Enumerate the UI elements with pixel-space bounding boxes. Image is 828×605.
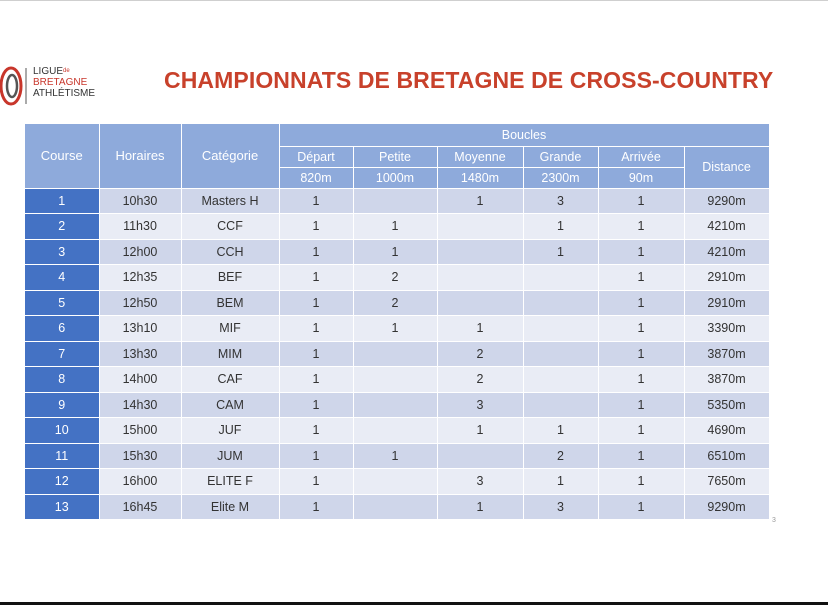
horaire-cell: 12h00 [99, 239, 181, 265]
length-depart: 820m [279, 167, 353, 188]
horaire-cell: 12h50 [99, 290, 181, 316]
table-row [25, 214, 769, 240]
course-number: 2 [25, 214, 99, 240]
depart-cell: 1 [279, 418, 353, 444]
depart-cell: 1 [279, 290, 353, 316]
schedule-table [25, 124, 770, 520]
grande-cell: 1 [523, 239, 598, 265]
categorie-cell: CCF [181, 214, 279, 240]
categorie-cell: BEM [181, 290, 279, 316]
moyenne-cell [437, 443, 523, 469]
course-number: 3 [25, 239, 99, 265]
grande-cell [523, 341, 598, 367]
league-logo [0, 63, 110, 109]
distance-cell: 3870m [684, 341, 769, 367]
moyenne-cell: 1 [437, 494, 523, 520]
moyenne-cell: 3 [437, 469, 523, 495]
length-moyenne: 1480m [437, 167, 523, 188]
distance-cell: 2910m [684, 290, 769, 316]
table-row [25, 392, 769, 418]
moyenne-cell [437, 214, 523, 240]
moyenne-cell [437, 239, 523, 265]
moyenne-cell [437, 290, 523, 316]
table-row [25, 188, 769, 214]
header-arrivee: Arrivée [598, 146, 684, 167]
depart-cell: 1 [279, 214, 353, 240]
grande-cell [523, 290, 598, 316]
header-course: Course [25, 124, 99, 188]
table-row [25, 469, 769, 495]
table-row [25, 316, 769, 342]
page-title: CHAMPIONNATS DE BRETAGNE DE CROSS-COUNTRY [164, 67, 774, 93]
petite-cell: 1 [353, 316, 437, 342]
logo-line1-small: de [63, 68, 70, 74]
distance-cell: 4210m [684, 239, 769, 265]
petite-cell: 1 [353, 214, 437, 240]
grande-cell [523, 392, 598, 418]
distance-cell: 3870m [684, 367, 769, 393]
grande-cell: 3 [523, 494, 598, 520]
distance-cell: 9290m [684, 494, 769, 520]
arrivee-cell: 1 [598, 290, 684, 316]
distance-cell: 9290m [684, 188, 769, 214]
categorie-cell: MIM [181, 341, 279, 367]
arrivee-cell: 1 [598, 392, 684, 418]
categorie-cell: CAM [181, 392, 279, 418]
petite-cell [353, 188, 437, 214]
course-number: 1 [25, 188, 99, 214]
length-petite: 1000m [353, 167, 437, 188]
horaire-cell: 11h30 [99, 214, 181, 240]
course-number: 4 [25, 265, 99, 291]
horaire-cell: 15h30 [99, 443, 181, 469]
petite-cell: 1 [353, 443, 437, 469]
arrivee-cell: 1 [598, 367, 684, 393]
horaire-cell: 10h30 [99, 188, 181, 214]
header-categorie: Catégorie [181, 124, 279, 188]
horaire-cell: 12h35 [99, 265, 181, 291]
grande-cell: 2 [523, 443, 598, 469]
distance-cell: 6510m [684, 443, 769, 469]
course-number: 8 [25, 367, 99, 393]
categorie-cell: Masters H [181, 188, 279, 214]
arrivee-cell: 1 [598, 188, 684, 214]
depart-cell: 1 [279, 239, 353, 265]
table-row [25, 265, 769, 291]
table-row [25, 367, 769, 393]
distance-cell: 7650m [684, 469, 769, 495]
top-divider [0, 0, 828, 1]
petite-cell [353, 367, 437, 393]
petite-cell: 2 [353, 290, 437, 316]
categorie-cell: BEF [181, 265, 279, 291]
depart-cell: 1 [279, 341, 353, 367]
grande-cell: 1 [523, 469, 598, 495]
categorie-cell: CCH [181, 239, 279, 265]
grande-cell [523, 367, 598, 393]
course-number: 7 [25, 341, 99, 367]
depart-cell: 1 [279, 367, 353, 393]
page-number: 3 [772, 517, 776, 524]
categorie-cell: CAF [181, 367, 279, 393]
course-number: 9 [25, 392, 99, 418]
depart-cell: 1 [279, 316, 353, 342]
depart-cell: 1 [279, 392, 353, 418]
grande-cell: 1 [523, 214, 598, 240]
table-row [25, 239, 769, 265]
moyenne-cell: 2 [437, 341, 523, 367]
logo-line3: ATHLÉTISME [33, 88, 96, 99]
course-number: 10 [25, 418, 99, 444]
distance-cell: 4690m [684, 418, 769, 444]
logo-line2: BRETAGNE [33, 77, 88, 88]
categorie-cell: JUM [181, 443, 279, 469]
logo-line1: LIGUE [33, 66, 64, 77]
course-number: 13 [25, 494, 99, 520]
league-logo-icon [0, 65, 30, 107]
table-row [25, 290, 769, 316]
arrivee-cell: 1 [598, 469, 684, 495]
table-row [25, 418, 769, 444]
depart-cell: 1 [279, 494, 353, 520]
grande-cell [523, 265, 598, 291]
depart-cell: 1 [279, 443, 353, 469]
course-number: 12 [25, 469, 99, 495]
moyenne-cell [437, 265, 523, 291]
depart-cell: 1 [279, 469, 353, 495]
petite-cell [353, 392, 437, 418]
depart-cell: 1 [279, 265, 353, 291]
horaire-cell: 16h45 [99, 494, 181, 520]
arrivee-cell: 1 [598, 239, 684, 265]
horaire-cell: 16h00 [99, 469, 181, 495]
course-number: 11 [25, 443, 99, 469]
arrivee-cell: 1 [598, 494, 684, 520]
distance-cell: 3390m [684, 316, 769, 342]
grande-cell: 3 [523, 188, 598, 214]
moyenne-cell: 1 [437, 418, 523, 444]
course-number: 6 [25, 316, 99, 342]
petite-cell [353, 469, 437, 495]
distance-cell: 4210m [684, 214, 769, 240]
arrivee-cell: 1 [598, 418, 684, 444]
horaire-cell: 13h30 [99, 341, 181, 367]
grande-cell: 1 [523, 418, 598, 444]
horaire-cell: 13h10 [99, 316, 181, 342]
categorie-cell: JUF [181, 418, 279, 444]
categorie-cell: ELITE F [181, 469, 279, 495]
horaire-cell: 14h00 [99, 367, 181, 393]
categorie-cell: Elite M [181, 494, 279, 520]
petite-cell [353, 341, 437, 367]
grande-cell [523, 316, 598, 342]
header-distance: Distance [684, 146, 769, 188]
arrivee-cell: 1 [598, 316, 684, 342]
petite-cell [353, 418, 437, 444]
depart-cell: 1 [279, 188, 353, 214]
distance-cell: 5350m [684, 392, 769, 418]
distance-cell: 2910m [684, 265, 769, 291]
header-boucles: Boucles [279, 124, 769, 146]
arrivee-cell: 1 [598, 214, 684, 240]
petite-cell: 2 [353, 265, 437, 291]
table-row [25, 341, 769, 367]
arrivee-cell: 1 [598, 265, 684, 291]
arrivee-cell: 1 [598, 443, 684, 469]
length-grande: 2300m [523, 167, 598, 188]
petite-cell [353, 494, 437, 520]
horaire-cell: 15h00 [99, 418, 181, 444]
length-arrivee: 90m [598, 167, 684, 188]
petite-cell: 1 [353, 239, 437, 265]
table-row [25, 443, 769, 469]
moyenne-cell: 1 [437, 188, 523, 214]
header-depart: Départ [279, 146, 353, 167]
header-grande: Grande [523, 146, 598, 167]
horaire-cell: 14h30 [99, 392, 181, 418]
moyenne-cell: 1 [437, 316, 523, 342]
table-row [25, 494, 769, 520]
header-horaires: Horaires [99, 124, 181, 188]
course-number: 5 [25, 290, 99, 316]
arrivee-cell: 1 [598, 341, 684, 367]
header-moyenne: Moyenne [437, 146, 523, 167]
categorie-cell: MIF [181, 316, 279, 342]
header-petite: Petite [353, 146, 437, 167]
moyenne-cell: 2 [437, 367, 523, 393]
moyenne-cell: 3 [437, 392, 523, 418]
